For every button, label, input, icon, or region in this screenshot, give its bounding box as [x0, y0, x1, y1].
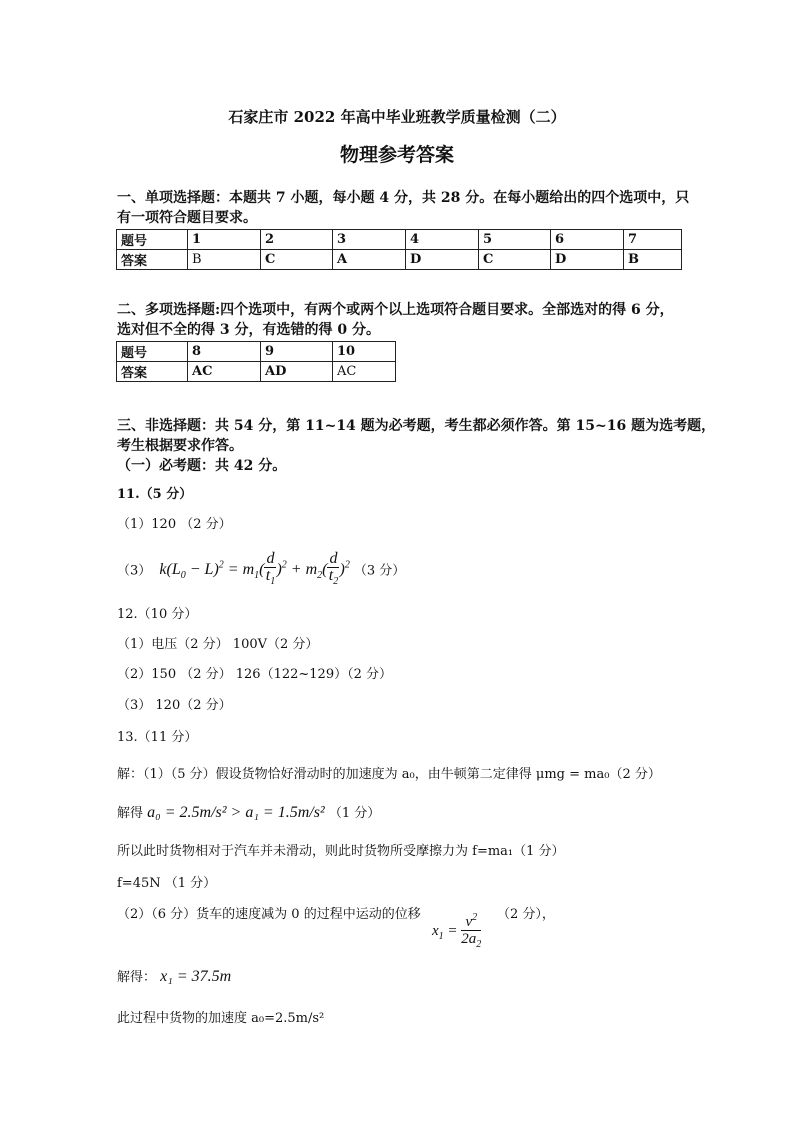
- table-row: [117, 250, 682, 270]
- q13-displacement-formula: $x_1$ = $\frac{v^2}{2a_2}$: [432, 912, 482, 950]
- table-cell: D: [406, 250, 479, 270]
- q11-part1: （1）120 （2 分）: [117, 517, 232, 532]
- q13-line2: [117, 804, 380, 823]
- section1-heading-line2: 有一项符合题目要求。: [117, 210, 257, 226]
- table-row: [117, 230, 682, 250]
- q12-header: 12.（10 分）: [117, 607, 198, 622]
- q13-line2-score: （1 分）: [328, 806, 381, 821]
- q13-line6: [117, 968, 231, 987]
- table-cell: AD: [261, 362, 333, 382]
- q13-line4: f=45N （1 分）: [117, 876, 217, 891]
- table-cell: 7: [624, 230, 682, 250]
- section2-answer-table: [116, 341, 396, 382]
- section2-heading-line2: 选对但不全的得 3 分，有选错的得 0 分。: [117, 322, 380, 338]
- q11-formula: $k(L_0 - L)^2 = m_1$( $\frac{d}{t_1}$ )$^2 + m_2$( $\frac{d}{t_2}$ )$^2$: [155, 550, 350, 588]
- q13-line2-formula: a₀ = 2.5m/s² > a₁ = 1.5m/s²: [147, 804, 325, 821]
- section3-subheading: （一）必考题：共 42 分。: [117, 458, 287, 474]
- q12-part3: （3） 120（2 分）: [117, 698, 232, 713]
- table-cell: B: [188, 250, 261, 270]
- table-cell: A: [333, 250, 406, 270]
- table-cell: 6: [551, 230, 624, 250]
- section1-answer-table: [116, 229, 682, 270]
- table-cell: 题号: [117, 230, 188, 250]
- table-cell: AC: [333, 362, 396, 382]
- q13-line5-score: （2 分），: [497, 907, 555, 922]
- table-cell: D: [551, 250, 624, 270]
- q11-part3: [117, 546, 405, 597]
- page-title: 石家庄市 2022 年高中毕业班教学质量检测（二）: [228, 108, 566, 126]
- page-subtitle: 物理参考答案: [339, 144, 454, 166]
- q13-line1: 解：（1）（5 分）假设货物恰好滑动时的加速度为 a₀，由牛顿第二定律得 μmg = ma₀（2 分）: [117, 767, 661, 782]
- q13-line2-prefix: 解得: [117, 806, 144, 821]
- section3-heading-line2: 考生根据要求作答。: [117, 438, 243, 454]
- table-cell: 10: [333, 342, 396, 362]
- table-cell: 1: [188, 230, 261, 250]
- table-cell: 3: [333, 230, 406, 250]
- q11-header: 11.（5 分）: [117, 487, 193, 502]
- table-cell: 4: [406, 230, 479, 250]
- q13-line3: 所以此时货物相对于汽车并未滑动，则此时货物所受摩擦力为 f=ma₁（1 分）: [117, 844, 565, 859]
- q13-line6-formula: x₁ = 37.5m: [160, 968, 232, 985]
- q11-part3-score: （3 分）: [353, 563, 406, 579]
- q13-header: 13.（11 分）: [117, 730, 198, 745]
- table-cell: 题号: [117, 342, 188, 362]
- table-cell: C: [261, 250, 333, 270]
- table-cell: 答案: [117, 250, 188, 270]
- q13-line5: （2）（6 分）货车的速度减为 0 的过程中运动的位移: [117, 907, 421, 922]
- table-cell: 答案: [117, 362, 188, 382]
- table-row: [117, 342, 396, 362]
- table-cell: C: [479, 250, 551, 270]
- table-cell: AC: [188, 362, 261, 382]
- q13-line7: 此过程中货物的加速度 a₀=2.5m/s²: [117, 1011, 325, 1026]
- table-row: [117, 362, 396, 382]
- section3-heading-line1: 三、非选择题：共 54 分，第 11~14 题为必考题，考生都必须作答。第 15~16 题为选考题，: [117, 418, 716, 434]
- q13-line6-prefix: 解得：: [117, 970, 157, 985]
- table-cell: 5: [479, 230, 551, 250]
- q11-part3-label: （3）: [117, 563, 152, 579]
- q12-part1: （1）电压（2 分） 100V（2 分）: [117, 637, 319, 652]
- q12-part2: （2）150 （2 分） 126（122~129）（2 分）: [117, 667, 392, 682]
- table-cell: 8: [188, 342, 261, 362]
- table-cell: 2: [261, 230, 333, 250]
- section2-heading-line1: 二、多项选择题:四个选项中，有两个或两个以上选项符合题目要求。全部选对的得 6 分，: [117, 302, 674, 318]
- section1-heading-line1: 一、单项选择题：本题共 7 小题，每小题 4 分，共 28 分。在每小题给出的四个选项中，只: [117, 190, 690, 206]
- table-cell: B: [624, 250, 682, 270]
- table-cell: 9: [261, 342, 333, 362]
